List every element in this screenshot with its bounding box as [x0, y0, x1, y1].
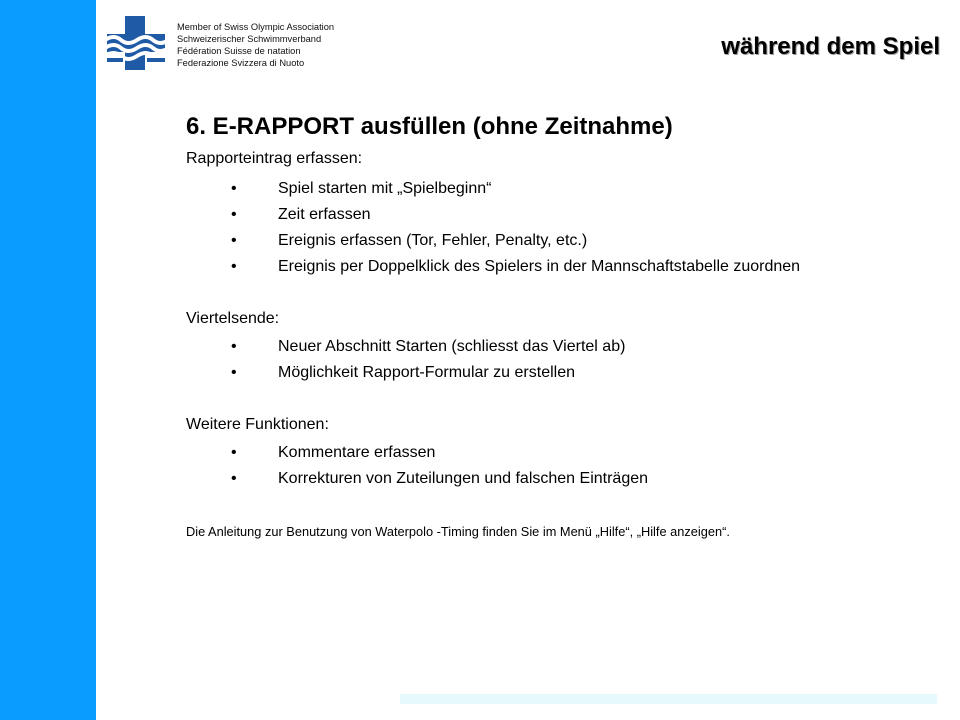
- swiss-swimming-cross-logo-icon: [107, 16, 165, 70]
- org-line: Fédération Suisse de natation: [177, 46, 301, 56]
- list-item: Möglichkeit Rapport-Formular zu erstellen: [278, 364, 575, 381]
- list-item: Neuer Abschnitt Starten (schliesst das Viertel ab): [278, 338, 626, 355]
- section-label-rapporteintrag: Rapporteintrag erfassen:: [186, 150, 363, 167]
- bullet-marker: •: [231, 232, 237, 249]
- list-item: Zeit erfassen: [278, 206, 371, 223]
- section-label-viertelsende: Viertelsende:: [186, 310, 280, 327]
- organization-text: [177, 21, 334, 69]
- org-line: Schweizerischer Schwimmverband: [177, 34, 322, 44]
- bullet-marker: •: [231, 470, 237, 487]
- bullet-marker: •: [231, 206, 237, 223]
- bullet-marker: •: [231, 338, 237, 355]
- org-line: Member of Swiss Olympic Association: [177, 22, 335, 32]
- list-item: Korrekturen von Zuteilungen und falschen Einträgen: [278, 470, 649, 487]
- bullet-marker: •: [231, 258, 237, 275]
- header-title: während dem Spiel: [721, 33, 940, 60]
- left-sidebar-band: [0, 0, 96, 720]
- section-label-weitere-funktionen: Weitere Funktionen:: [186, 416, 329, 433]
- bullet-marker: •: [231, 180, 237, 197]
- help-footnote: Die Anleitung zur Benutzung von Waterpolo -Timing finden Sie im Menü „Hilfe“, „Hilfe anzeigen“.: [186, 524, 730, 539]
- bullet-marker: •: [231, 444, 237, 461]
- bottom-decorative-bar: [400, 694, 937, 704]
- page-title: 6. E-RAPPORT ausfüllen (ohne Zeitnahme): [186, 113, 673, 140]
- org-line: Federazione Svizzera di Nuoto: [177, 58, 305, 68]
- bullet-marker: •: [231, 364, 237, 381]
- list-item: Ereignis erfassen (Tor, Fehler, Penalty, etc.): [278, 232, 588, 249]
- list-item: Ereignis per Doppelklick des Spielers in der Mannschaftstabelle zuordnen: [278, 258, 801, 275]
- list-item: Spiel starten mit „Spielbeginn“: [278, 180, 492, 197]
- list-item: Kommentare erfassen: [278, 444, 436, 461]
